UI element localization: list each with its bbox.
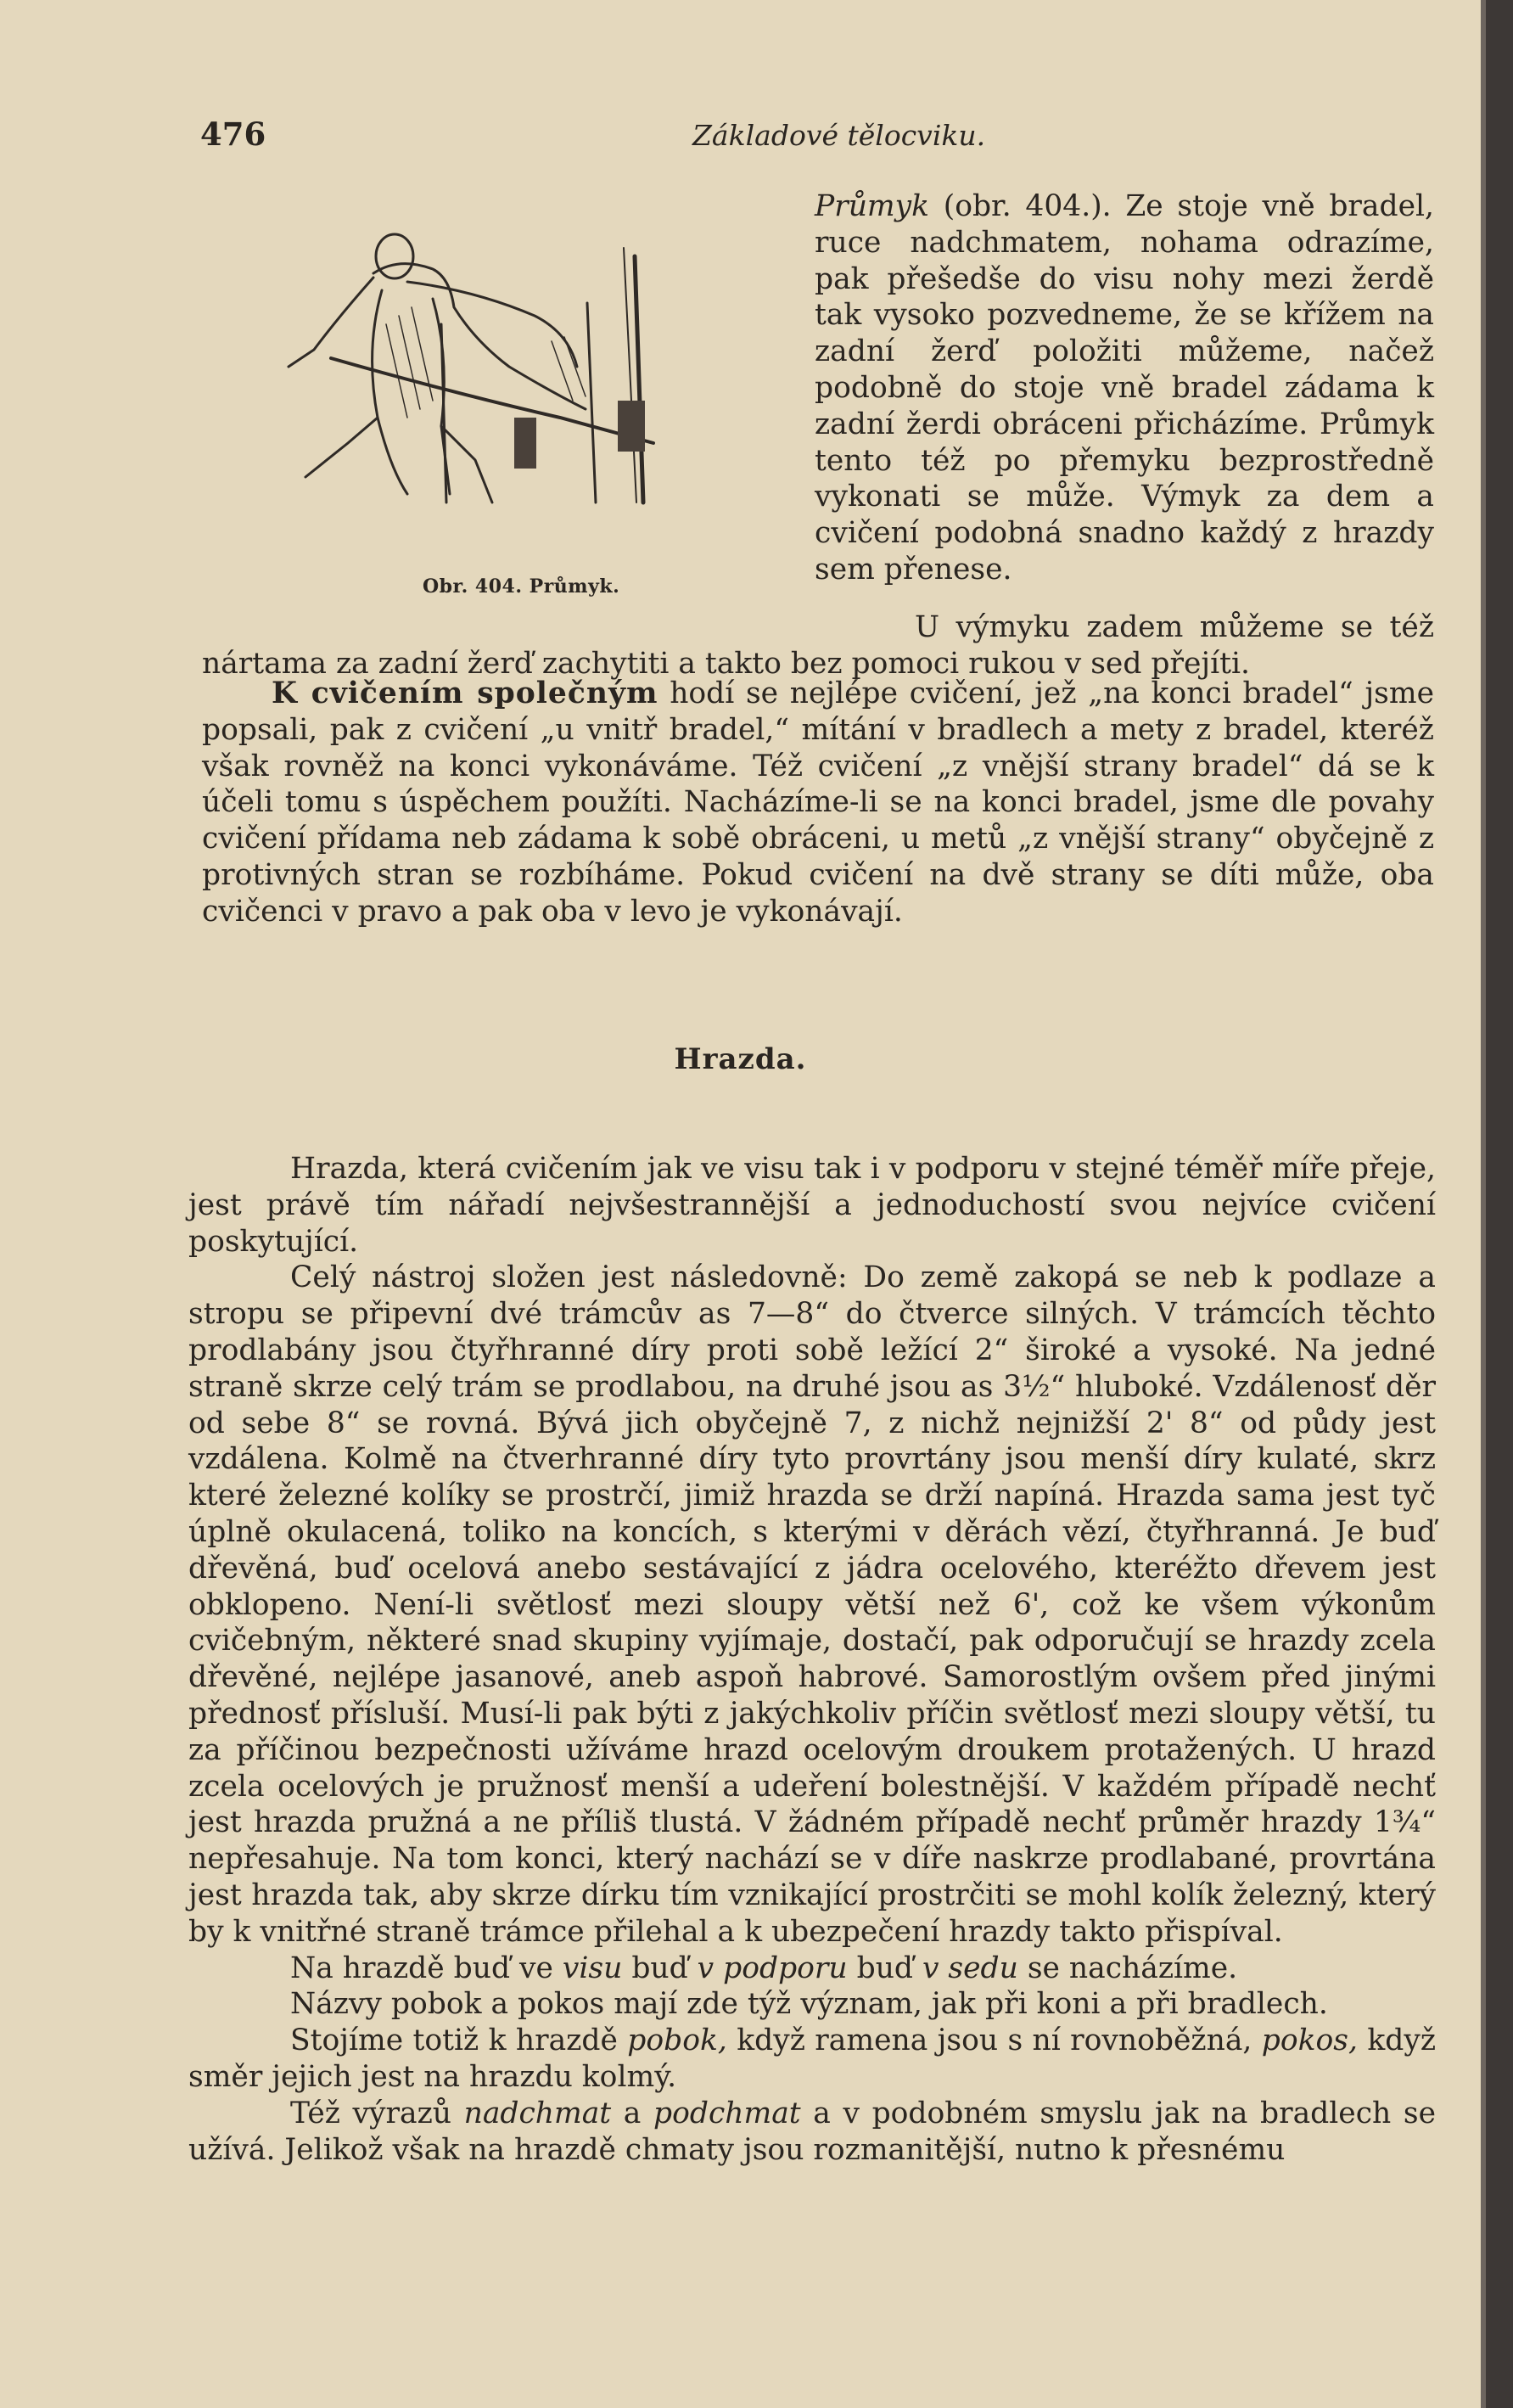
gymnast-on-parallel-bars-illustration (280, 222, 679, 528)
term-visu: visu (562, 1951, 623, 1985)
section-title: Hrazda. (674, 1042, 807, 1076)
running-title: Základové tělocviku. (692, 119, 986, 152)
text-fragment: buď (856, 1951, 913, 1985)
text-fragment: když směr jejich jest na hrazdu kolmý. (188, 2024, 1437, 2094)
paragraph-spolecna-cviceni (202, 676, 1434, 930)
intro-column-text: (obr. 404.). Ze stoje vně bradel, ruce nadchmatem, nohama odrazíme, pak přešedše do visu nohy mezi žerdě tak vysoko pozvedneme, že se křížem na zadní žerď položiti můžeme, načež podobně do stoje vně bradel zádama k zadní žerdi obráceni přicházíme. Průmyk tento též po přemyku bezprostředně vykonati se může. Výmyk za dem a cvičení podobná snadno každý z hrazdy sem přenese. (815, 189, 1434, 587)
text-fragment: a (623, 2096, 642, 2130)
continuation-text: U výmyku zadem můžeme se též nártama za zadní žerď zachytiti a takto bez pomoci rukou v sed přejíti. (202, 610, 1434, 681)
body-paragraph: Celý nástroj složen jest následovně: Do země zakopá se neb k podlaze a stropu se připevní dvé trámcův as 7—8“ do čtverce silných. V trámcích těchto prodlabány jsou čtyřhranné díry proti sobě ležící 2“ široké a vysoké. Na jedné straně skrze celý trám se prodlabou, na druhé jsou as 3½“ hluboké. Vzdálenosť děr od sebe 8“ se rovná. Bývá jich obyčejně 7, z nichž nejnižší 2' 8“ od půdy jest vzdálena. Kolmě na čtverhranné díry tyto provrtány jsou menší díry kulaté, skrz které železné kolíky se prostrčí, jimiž hrazda se drží napíná. Hrazda sama jest tyč úplně okulacená, toliko na koncích, s kterými v děrách vězí, čtyřhranná. Je buď dřevěná, buď ocelová anebo sestávající z jádra ocelového, kteréžto dřevem jest obklopeno. Není-li světlosť mezi sloupy větší než 6', což ke všem výkonům cvičebným, některé snad skupiny vyjímaje, dostačí, pak odporučují se hrazdy zcela dřevěné, nejlépe jasanové, aneb aspoň habrové. Samorostlým ovšem před jinými přednosť přísluší. Musí-li pak býti z jakýchkoliv příčin světlosť mezi sloupy větší, tu za příčinou bezpečnosti užíváme hrazd ocelovým droukem protažených. U hrazd zcela ocelových je pružnosť menší a udeření bolestnější. V každém případě nechť jest hrazda pružná a ne příliš tlustá. V žádném případě nechť průměr hrazdy 1¾“ nepřesahuje. Na tom konci, který nachází se v díře naskrze prodlabané, provrtána jest hrazda tak, aby skrze dírku tím vznikající prostrčiti se mohl kolík železný, který by k vnitřné straně trámce přilehal a k ubezpečení hrazdy takto přispíval. (188, 1260, 1436, 1949)
text-fragment: a v podobném smyslu jak na bradlech se užívá. Jelikož však na hrazdě chmaty jsou rozmanitější, nutno k přesnému (188, 2096, 1436, 2167)
page-number: 476 (200, 115, 266, 153)
text-fragment: se nacházíme. (1027, 1951, 1238, 1985)
term-sedu: v sedu (922, 1951, 1018, 1985)
term-prumyk: Průmyk (815, 189, 930, 223)
page-header (200, 115, 1431, 158)
text-fragment: Stojíme totiž k hrazdě (290, 2024, 618, 2058)
text-fragment: když ramena jsou s ní rovnoběžná, (737, 2024, 1252, 2058)
figure-drawing (280, 222, 679, 528)
lead-spaced: K cvičením společným (272, 676, 658, 710)
term-pokos: pokos, (1261, 2024, 1358, 2058)
paragraph2-text: hodí se nejlépe cvičení, jež „na konci bradel“ jsme popsali, pak z cvičení „u vnitř bradel,“ mítání v bradlech a mety z bradel, kteréž však rovněž na konci vykonáváme. Též cvičení „z vnější strany bradel“ dá se k účeli tomu s úspěchem použíti. Nacházíme-li se na konci bradel, jsme dle povahy cvičení přídama neb zádama k sobě obráceni, u metů „z vnější strany“ obyčejně z protivných stran se rozbíháme. Pokud cvičení na dvě strany se díti může, oba cvičenci v pravo a pak oba v levo je vykonávají. (202, 676, 1434, 929)
body-paragraph (188, 1951, 1436, 1987)
body-paragraph: Názvy pobok a pokos mají zde týž význam, jak při koni a při bradlech. (290, 1987, 1328, 2022)
text-fragment: buď (631, 1951, 688, 1985)
body-paragraph: Hrazda, která cvičením jak ve visu tak i v podporu v stejné téměř míře přeje, jest právě tím nářadí nejvšestrannější a jednoduchostí svou nejvíce cvičení poskytující. (188, 1152, 1436, 1259)
text-fragment: Na hrazdě buď ve (290, 1951, 553, 1985)
intro-continuation (202, 609, 1434, 682)
intro-column-paragraph (815, 188, 1434, 588)
figure-caption: Obr. 404. Průmyk. (423, 575, 620, 598)
term-podporu: v podporu (697, 1951, 848, 1985)
body-paragraph (188, 2023, 1436, 2096)
term-pobok: pobok, (627, 2024, 727, 2058)
bar-post-right (587, 303, 596, 502)
section-body (188, 1151, 1436, 2168)
term-podchmat: podchmat (653, 2096, 801, 2130)
text-fragment: Též výrazů (290, 2096, 451, 2130)
term-nadchmat: nadchmat (463, 2096, 612, 2130)
body-paragraph (188, 2096, 1436, 2169)
